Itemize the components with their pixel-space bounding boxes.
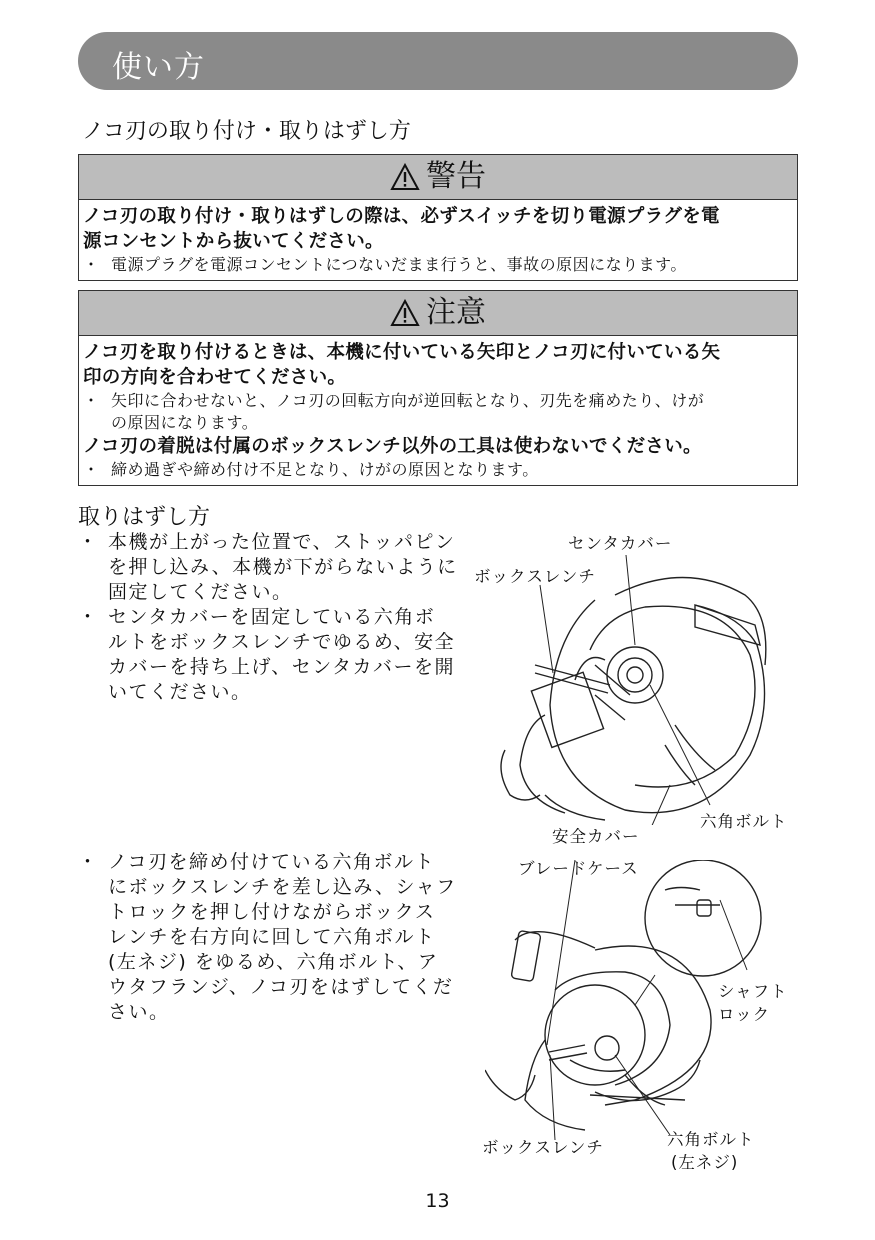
step-line: にボックスレンチを差し込み、シャフ xyxy=(108,876,457,898)
saw-figure-center-cover xyxy=(495,555,785,825)
caution-line: ノコ刃の着脱は付属のボックスレンチ以外の工具は使わないでください。 xyxy=(83,436,702,457)
page-number: 13 xyxy=(425,1190,450,1212)
step-item xyxy=(78,530,468,605)
step-line: いてください。 xyxy=(108,681,252,703)
removal-steps-1 xyxy=(78,530,468,705)
warning-triangle-icon xyxy=(390,299,420,327)
warning-bullet: ・ 電源プラグを電源コンセントにつないだまま行うと、事故の原因になります。 xyxy=(83,254,791,276)
removal-steps-2 xyxy=(78,850,468,1025)
label-shaft-lock: ロック xyxy=(718,1005,771,1024)
caution-bullet-line: ・ 矢印に合わせないと、ノコ刃の回転方向が逆回転となり、刃先を痛めたり、けが xyxy=(111,391,705,410)
step-line: ルトをボックスレンチでゆるめ、安全 xyxy=(108,631,456,653)
warning-heading-text: 警告 xyxy=(426,159,486,194)
section-title: ノコ刃の取り付け・取りはずし方 xyxy=(82,119,411,144)
step-line: レンチを右方向に回して六角ボルト xyxy=(108,926,436,948)
caution-line: 印の方向を合わせてください。 xyxy=(83,367,347,388)
step-line: を押し込み、本機が下がらないように xyxy=(108,556,458,578)
label-shaft-lock: シャフト xyxy=(718,982,788,1001)
page-title: 使い方 xyxy=(112,50,205,85)
step-line: 固定してください。 xyxy=(108,581,293,603)
caution-heading xyxy=(79,291,797,336)
caution-body xyxy=(79,336,797,485)
warning-line: ノコ刃の取り付け・取りはずしの際は、必ずスイッチを切り電源プラグを電 xyxy=(83,206,720,227)
step-item xyxy=(78,850,468,1025)
header-bar xyxy=(78,32,798,90)
label-box-wrench: ボックスレンチ xyxy=(474,567,596,586)
step-line: ・ 本機が上がった位置で、ストッパピン xyxy=(108,531,456,553)
step-item xyxy=(78,605,468,705)
caution-line: ノコ刃を取り付けるときは、本機に付いている矢印とノコ刃に付いている矢 xyxy=(83,342,721,363)
warning-heading xyxy=(79,155,797,200)
step-line: (左ネジ) をゆるめ、六角ボルト、ア xyxy=(108,951,439,973)
label-blade-case: ブレードケース xyxy=(518,859,639,878)
label-hex-bolt-left-thread: (左ネジ) xyxy=(671,1153,739,1172)
warning-box xyxy=(78,154,798,281)
step-line: トロックを押し付けながらボックス xyxy=(108,901,436,923)
step-line: ウタフランジ、ノコ刃をはずしてくだ xyxy=(108,976,454,998)
step-line: さい。 xyxy=(108,1001,170,1023)
label-hex-bolt: 六角ボルト xyxy=(700,812,788,831)
step-line: カバーを持ち上げ、センタカバーを開 xyxy=(108,656,455,678)
warning-line: 源コンセントから抜いてください。 xyxy=(83,231,384,252)
caution-bullet xyxy=(83,390,791,434)
label-hex-bolt: 六角ボルト xyxy=(667,1130,755,1149)
label-safety-cover: 安全カバー xyxy=(552,827,640,846)
caution-box xyxy=(78,290,798,486)
step-line: ・ センタカバーを固定している六角ボ xyxy=(108,606,436,628)
caution-bullet: ・ 締め過ぎや締め付け不足となり、けがの原因となります。 xyxy=(83,459,791,481)
caution-bullet-line: の原因になります。 xyxy=(111,413,259,432)
warning-triangle-icon xyxy=(390,163,420,191)
step-line: ・ ノコ刃を締め付けている六角ボルト xyxy=(108,851,436,873)
caution-heading-text: 注意 xyxy=(426,295,486,330)
label-box-wrench: ボックスレンチ xyxy=(482,1138,604,1157)
warning-body xyxy=(79,200,797,280)
label-center-cover: センタカバー xyxy=(568,534,673,553)
removal-title: 取りはずし方 xyxy=(78,505,211,530)
